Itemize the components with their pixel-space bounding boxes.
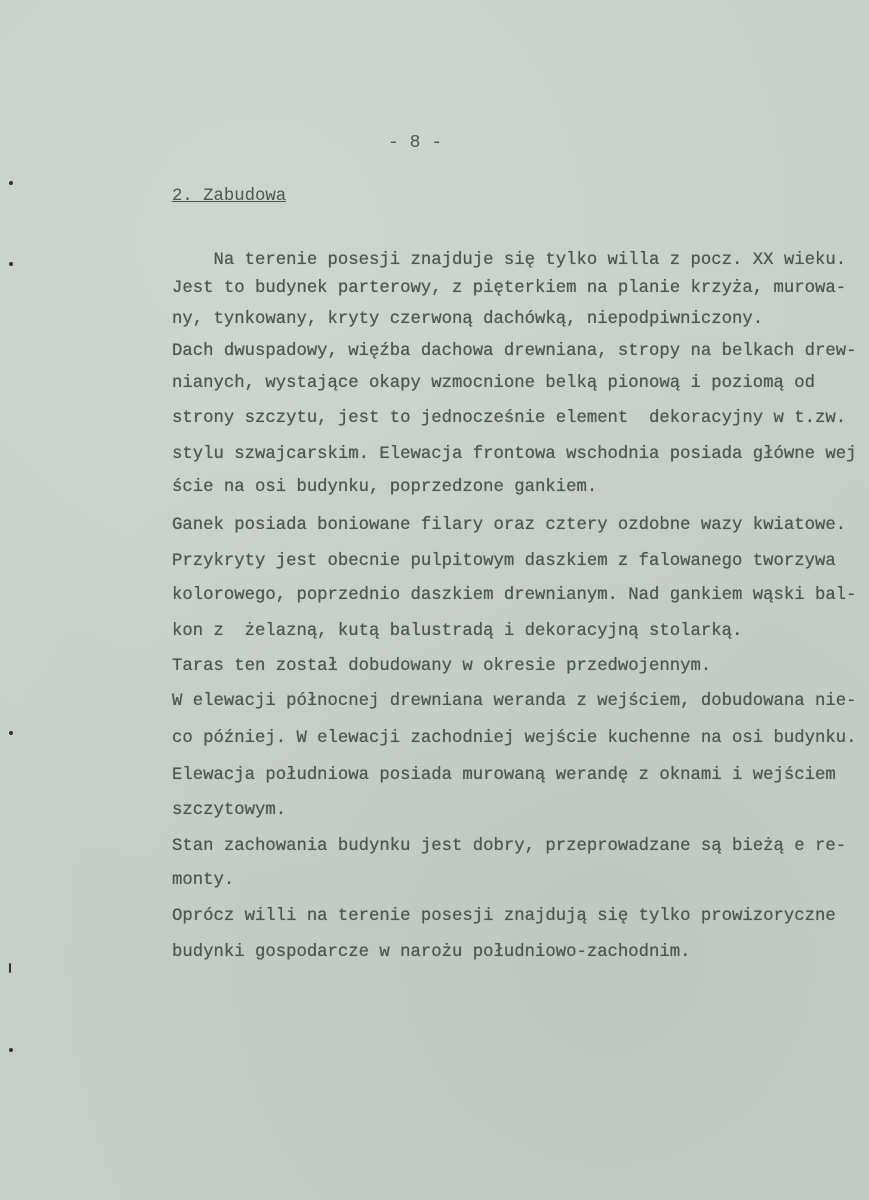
text-line: Przykryty jest obecnie pulpitowym daszkiem z falowanego tworzywa [172,552,836,571]
text-line: strony szczytu, jest to jednocześnie element dekoracyjny w t.zw. [172,409,847,428]
text-line: co później. W elewacji zachodniej wejście kuchenne na osi budynku. [172,729,857,748]
text-line: Taras ten został dobudowany w okresie przedwojennym. [172,657,712,676]
page-number: - 8 - [388,133,443,153]
text-line: kolorowego, poprzednio daszkiem drewnianym. Nad gankiem wąski bal- [172,586,857,605]
text-line: W elewacji północnej drewniana weranda z wejściem, dobudowana nie- [172,692,857,711]
text-line: ście na osi budynku, poprzedzone gankiem. [172,478,598,497]
text-line: stylu szwajcarskim. Elewacja frontowa wschodnia posiada główne wej [172,445,857,464]
text-line: budynki gospodarcze w narożu południowo-zachodnim. [172,943,691,962]
text-line: nianych, wystające okapy wzmocnione belką pionową i poziomą od [172,374,815,393]
text-line: Jest to budynek parterowy, z pięterkiem na planie krzyża, murowa- [172,279,847,298]
text-line: Stan zachowania budynku jest dobry, przeprowadzane są bieżą e re- [172,837,847,856]
text-line: Oprócz willi na terenie posesji znajdują się tylko prowizoryczne [172,907,836,926]
text-line: Dach dwuspadowy, więźba dachowa drewniana, stropy na belkach drew- [172,342,857,361]
margin-mark [9,262,13,266]
text-line: Ganek posiada boniowane filary oraz cztery ozdobne wazy kwiatowe. [172,516,847,535]
text-line: monty. [172,871,235,890]
margin-mark [9,1048,13,1052]
section-heading: 2. Zabudowa [172,187,287,206]
text-line: ny, tynkowany, kryty czerwoną dachówką, niepodpiwniczony. [172,310,764,329]
text-line: kon z żelazną, kutą balustradą i dekoracyjną stolarką. [172,622,743,641]
margin-mark [9,731,13,735]
text-line: szczytowym. [172,801,287,820]
text-line: Na terenie posesji znajduje się tylko willa z pocz. XX wieku. [172,251,847,270]
margin-mark [9,963,11,973]
margin-mark [9,181,13,185]
text-line: Elewacja południowa posiada murowaną werandę z oknami i wejściem [172,766,836,785]
